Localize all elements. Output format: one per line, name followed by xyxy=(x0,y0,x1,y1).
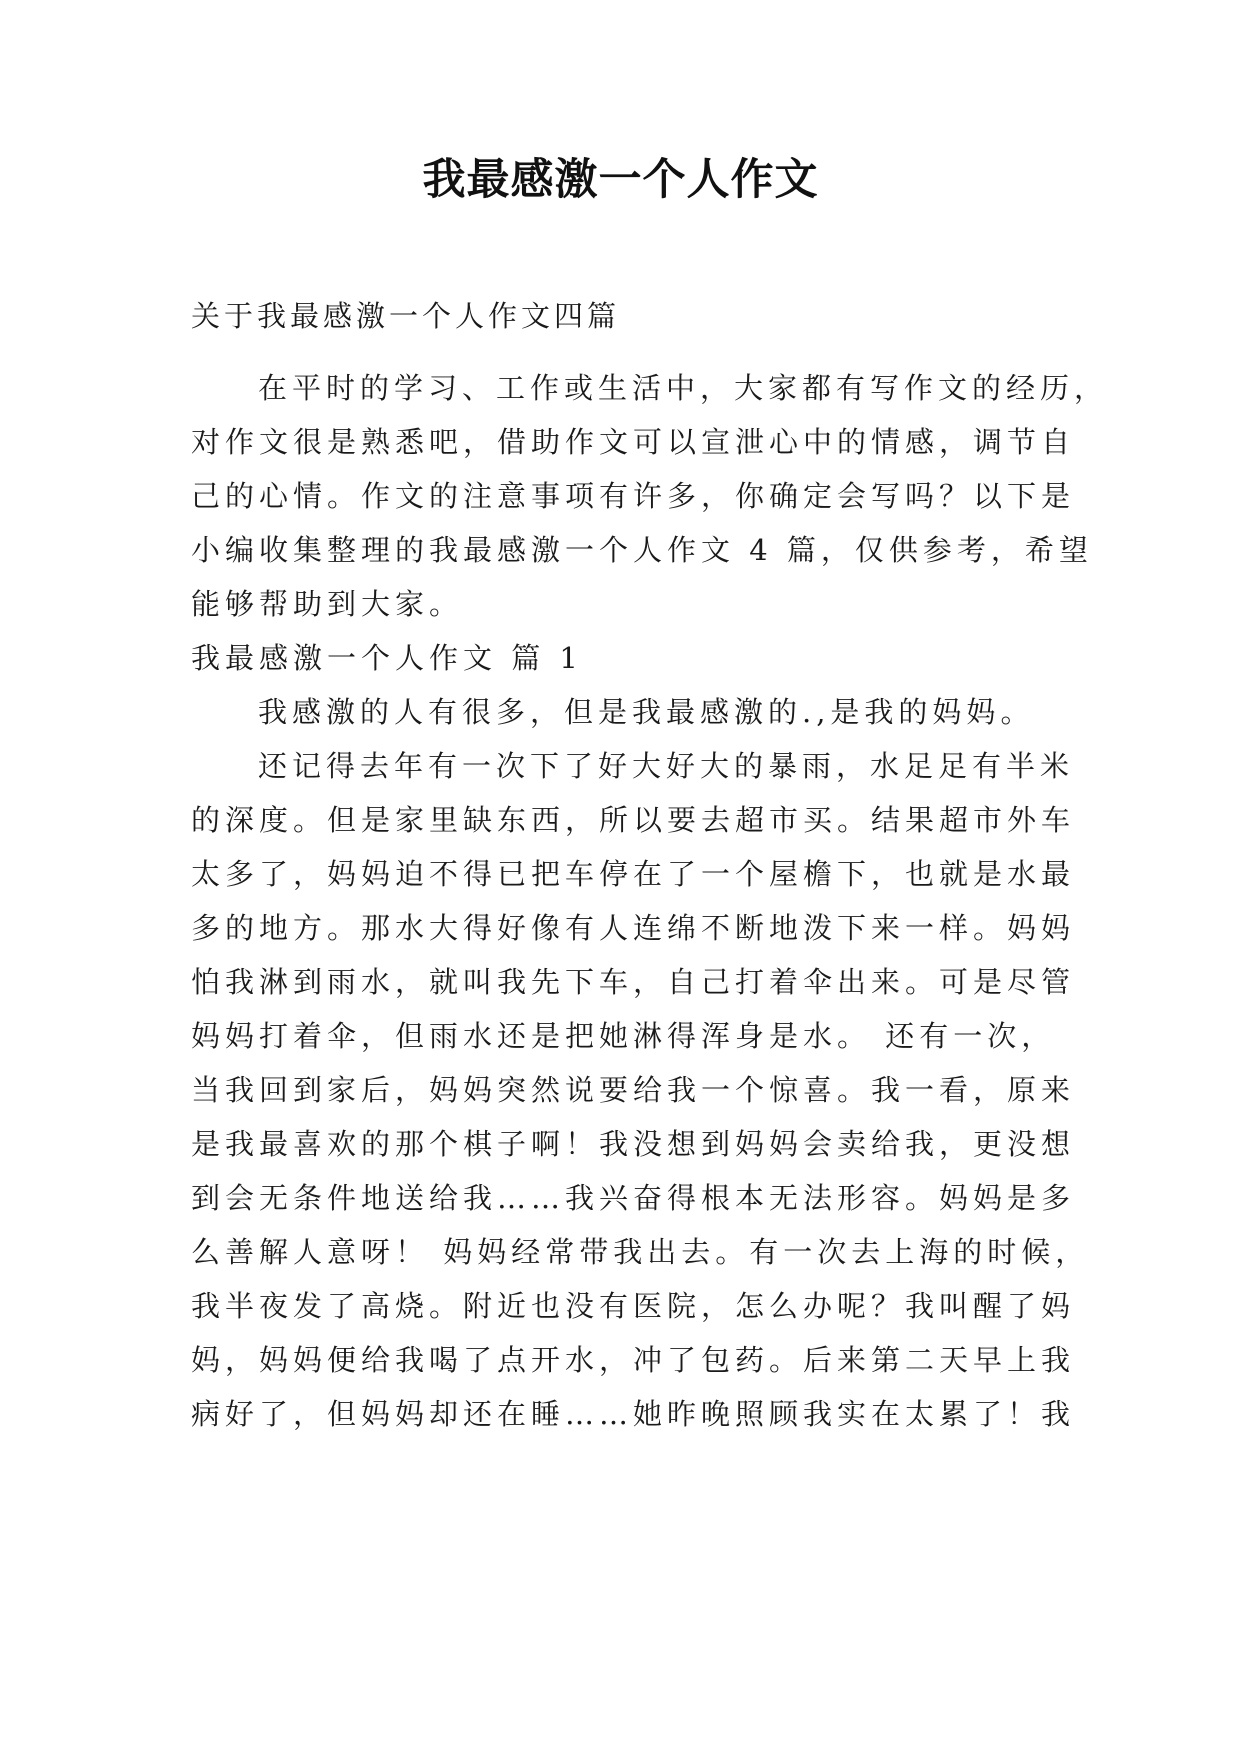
text-line: 病好了，但妈妈却还在睡……她昨晚照顾我实在太累了！我 xyxy=(191,1397,1076,1431)
text-line: 怕我淋到雨水，就叫我先下车，自己打着伞出来。可是尽管 xyxy=(191,965,1076,999)
text-line: 还记得去年有一次下了好大好大的暴雨，水足足有半米 xyxy=(258,749,1075,783)
text-line: 小编收集整理的我最感激一个人作文 4 篇，仅供参考，希望 xyxy=(191,533,1093,567)
text-line: 到会无条件地送给我……我兴奋得根本无法形容。妈妈是多 xyxy=(191,1181,1076,1215)
text-line: 能够帮助到大家。 xyxy=(191,587,464,621)
text-line: 己的心情。作文的注意事项有许多，你确定会写吗？以下是 xyxy=(191,479,1076,513)
document-title: 我最感激一个人作文 xyxy=(422,155,819,205)
text-line: 妈妈打着伞，但雨水还是把她淋得浑身是水。 还有一次， xyxy=(191,1019,1056,1053)
text-line: 妈，妈妈便给我喝了点开水，冲了包药。后来第二天早上我 xyxy=(191,1343,1076,1377)
text-line: 在平时的学习、工作或生活中，大家都有写作文的经历， xyxy=(258,371,1109,405)
document-subtitle: 关于我最感激一个人作文四篇 xyxy=(191,299,621,333)
text-line: 太多了，妈妈迫不得已把车停在了一个屋檐下，也就是水最 xyxy=(191,857,1076,891)
text-line: 么善解人意呀！ 妈妈经常带我出去。有一次去上海的时候， xyxy=(191,1235,1090,1269)
text-line: 我感激的人有很多，但是我最感激的.,是我的妈妈。 xyxy=(258,695,1035,729)
section-heading: 我最感激一个人作文 篇 1 xyxy=(191,641,583,675)
text-line: 多的地方。那水大得好像有人连绵不断地泼下来一样。妈妈 xyxy=(191,911,1076,945)
text-line: 我半夜发了高烧。附近也没有医院，怎么办呢？我叫醒了妈 xyxy=(191,1289,1076,1323)
text-line: 的深度。但是家里缺东西，所以要去超市买。结果超市外车 xyxy=(191,803,1076,837)
text-line: 是我最喜欢的那个棋子啊！我没想到妈妈会卖给我，更没想 xyxy=(191,1127,1076,1161)
text-line: 对作文很是熟悉吧，借助作文可以宣泄心中的情感，调节自 xyxy=(191,425,1076,459)
text-line: 当我回到家后，妈妈突然说要给我一个惊喜。我一看，原来 xyxy=(191,1073,1076,1107)
